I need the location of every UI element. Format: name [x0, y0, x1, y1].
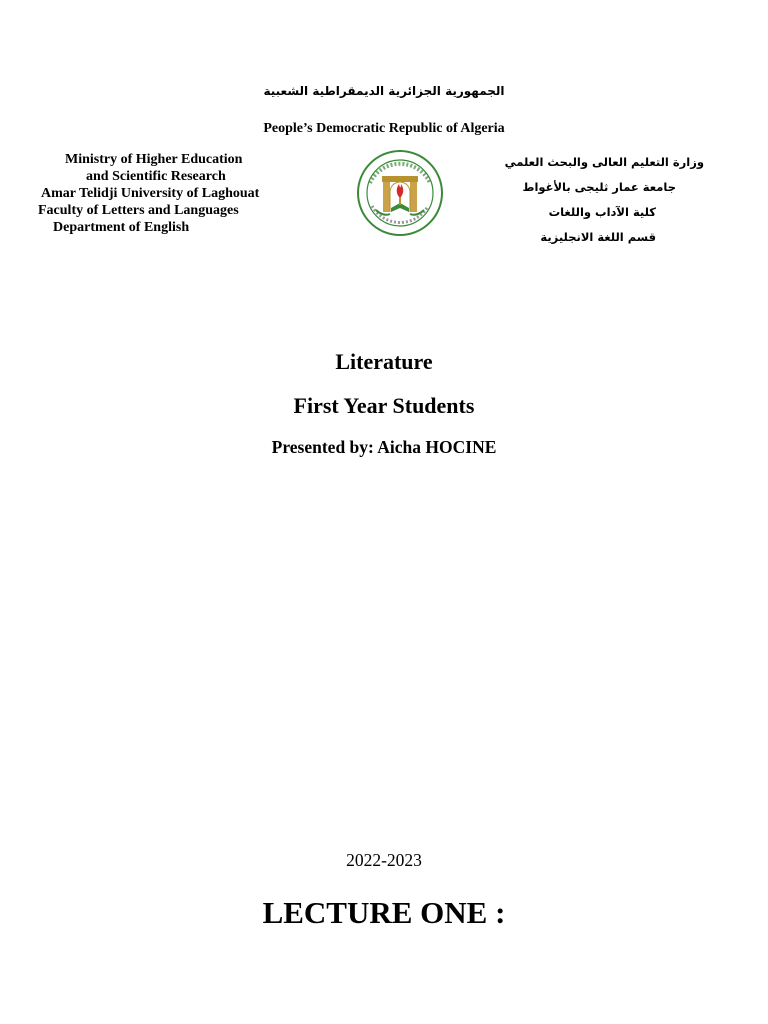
arabic-ministry-line: وزارة التعليم العالى والبحث العلمي [504, 155, 704, 169]
arabic-faculty-line: كلية الآداب واللغات [548, 205, 656, 219]
research-line: and Scientific Research [86, 169, 226, 184]
faculty-line: Faculty of Letters and Languages [38, 203, 239, 218]
university-seal-icon [352, 148, 448, 238]
lecture-heading: LECTURE ONE : [262, 895, 506, 930]
academic-year: 2022-2023 [346, 850, 422, 870]
country-heading: People’s Democratic Republic of Algeria [263, 121, 505, 136]
arabic-department-line: قسم اللغة الانجليزية [540, 230, 656, 244]
arabic-republic-heading: الجمهورية الجزائرية الديمقراطية الشعبية [263, 84, 505, 98]
institution-arabic-block [480, 150, 710, 250]
document-subtitle: First Year Students [293, 393, 475, 418]
institution-english-block [36, 151, 296, 236]
document-title: Literature [335, 349, 433, 374]
department-line: Department of English [53, 220, 190, 235]
presenter-line: Presented by: Aicha HOCINE [271, 437, 497, 457]
ministry-line: Ministry of Higher Education [65, 152, 243, 167]
arabic-university-line: جامعة عمار ثليجى بالأغواط [522, 180, 676, 194]
university-line: Amar Telidji University of Laghouat [41, 186, 260, 201]
